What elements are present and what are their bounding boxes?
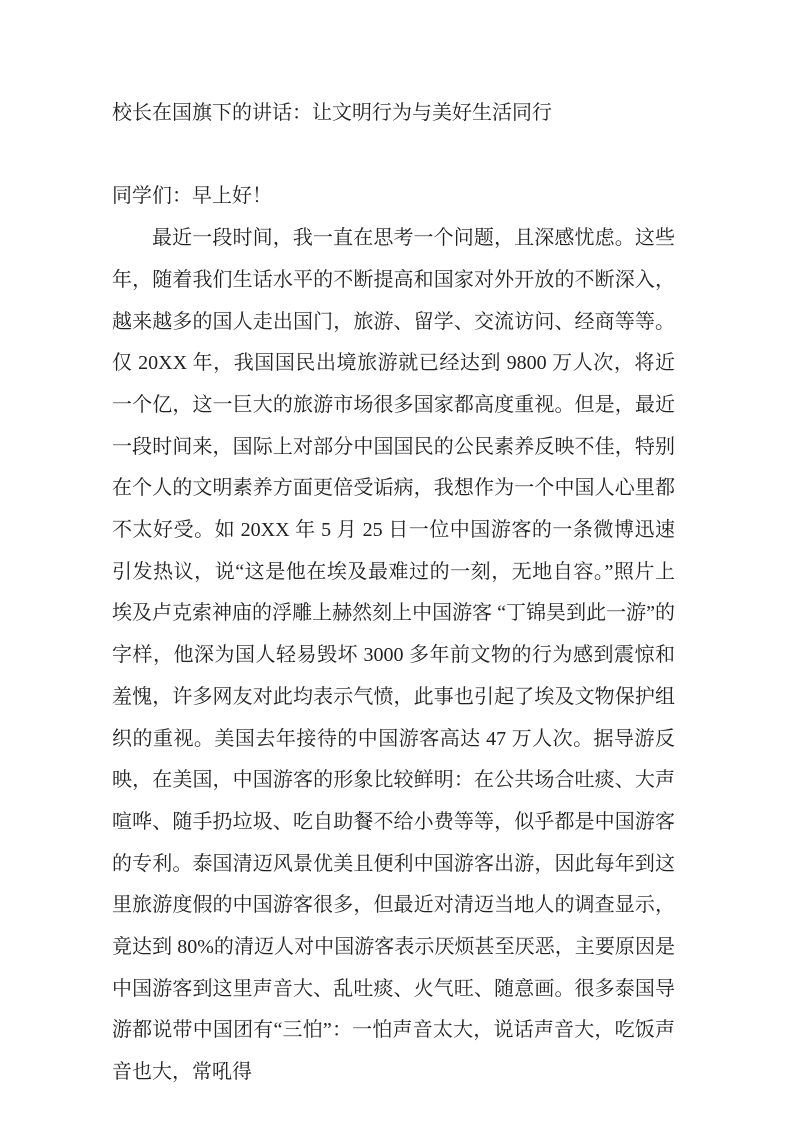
- body-paragraph: 最近一段时间，我一直在思考一个问题，且深感忧虑。这些年，随着我们生话水平的不断提高和国家对外开放的不断深入，越来越多的国人走出国门，旅游、留学、交流访问、经商等等。仅 20XX 年，我国国民出境旅游就已经达到 9800 万人次，将近一个亿，这一巨大的旅游市场很多国家都高度重视。但是，最近一段时间来，国际上对部分中国国民的公民素养反映不佳，特别在个人的文明素养方面更倍受诟病，我想作为一个中国人心里都不太好受。如 20XX 年 5 月 25 日一位中国游客的一条微博迅速引发热议，说“这是他在埃及最难过的一刻，无地自容。”照片上埃及卢克索神庙的浮雕上赫然刻上中国游客 “丁锦昊到此一游”的字样，他深为国人轻易毁坏 3000 多年前文物的行为感到震惊和羞愧，许多网友对此均表示气愤，此事也引起了埃及文物保护组织的重视。美国去年接待的中国游客高达 47 万人次。据导游反映，在美国，中国游客的形象比较鲜明：在公共场合吐痰、大声喧哗、随手扔垃圾、吃自助餐不给小费等等，似乎都是中国游客的专利。泰国清迈风景优美且便利中国游客出游，因此每年到这里旅游度假的中国游客很多，但最近对清迈当地人的调查显示，竟达到 80%的清迈人对中国游客表示厌烦甚至厌恶，主要原因是中国游客到这里声音大、乱吐痰、火气旺、随意画。很多泰国导游都说带中国团有“三怕”：一怕声音太大，说话声音大，吃饭声音也大，常吼得: [112, 227, 675, 1084]
- greeting-line: 同学们：早上好！: [112, 185, 272, 208]
- document-content: [112, 93, 675, 1094]
- document-title: 校长在国旗下的讲话：让文明行为与美好生活同行: [112, 102, 552, 124]
